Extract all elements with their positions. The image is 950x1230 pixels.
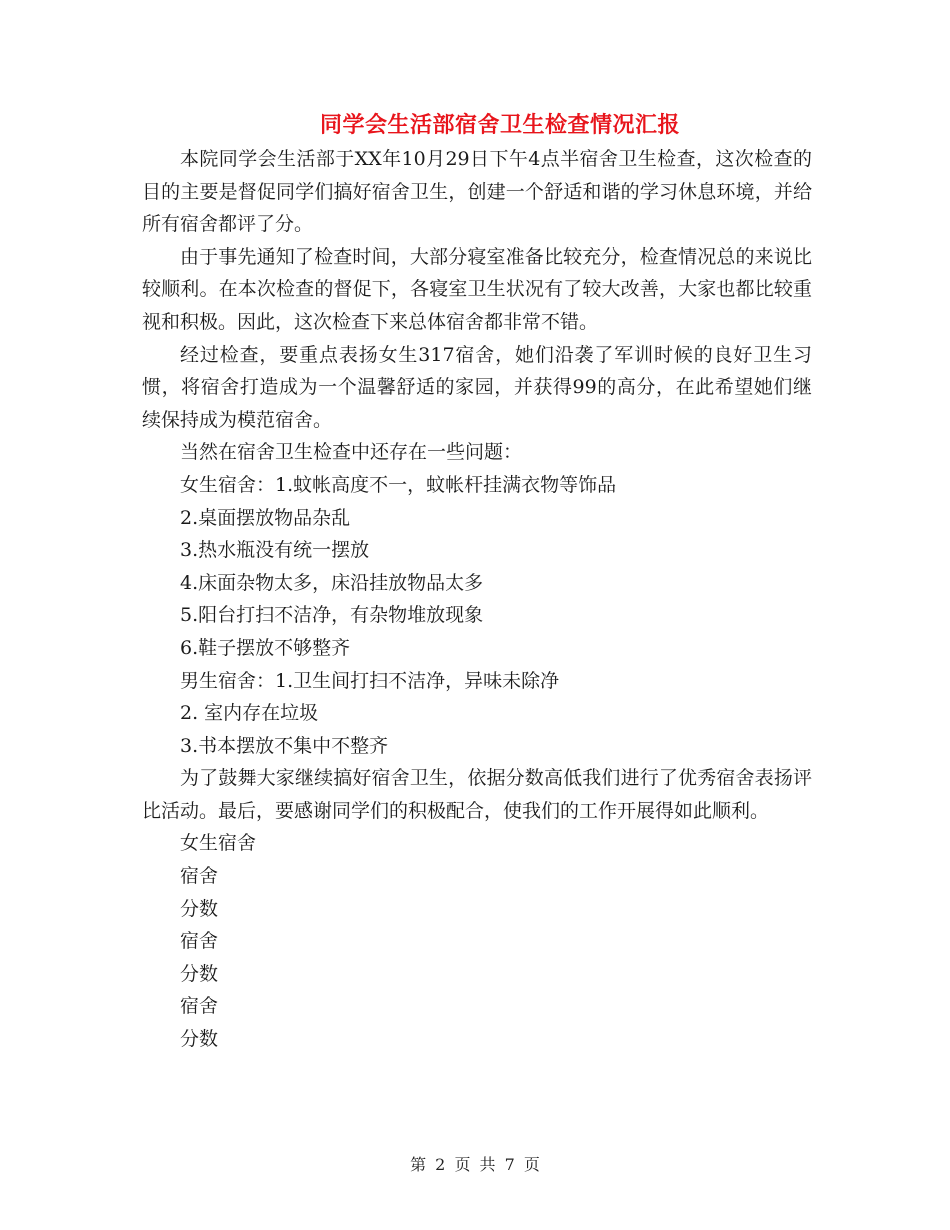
document-body bbox=[142, 143, 812, 1056]
table-line: 宿舍 bbox=[180, 865, 219, 888]
male-problem-item: 3.书本摆放不集中不整齐 bbox=[180, 734, 389, 757]
table-line: 宿舍 bbox=[180, 995, 219, 1018]
paragraph-closing: 为了鼓舞大家继续搞好宿舍卫生，依据分数高低我们进行了优秀宿舍表扬评比活动。最后，要感谢同学们的积极配合，使我们的工作开展得如此顺利。 bbox=[142, 767, 812, 822]
female-problem-item: 4.床面杂物太多，床沿挂放物品太多 bbox=[180, 571, 484, 594]
female-problem-item: 2.桌面摆放物品杂乱 bbox=[180, 506, 351, 529]
table-line: 分数 bbox=[180, 897, 219, 920]
male-problem-item: 男生宿舍：1.卫生间打扫不洁净，异味未除净 bbox=[180, 669, 560, 692]
female-problem-item: 女生宿舍：1.蚊帐高度不一，蚊帐杆挂满衣物等饰品 bbox=[180, 473, 617, 496]
paragraph-process: 由于事先通知了检查时间，大部分寝室准备比较充分，检查情况总的来说比较顺利。在本次检查的督促下，各寝室卫生状况有了较大改善，大家也都比较重视和积极。因此，这次检查下来总体宿舍都非常不错。 bbox=[142, 245, 812, 333]
table-line: 分数 bbox=[180, 1028, 219, 1051]
problems-intro: 当然在宿舍卫生检查中还存在一些问题： bbox=[180, 441, 523, 464]
paragraph-praise: 经过检查，要重点表扬女生317宿舍，她们沿袭了军训时候的良好卫生习惯，将宿舍打造成为一个温馨舒适的家园，并获得99的高分，在此希望她们继续保持成为模范宿舍。 bbox=[142, 343, 812, 431]
paragraph-intro: 本院同学会生活部于XX年10月29日下午4点半宿舍卫生检查，这次检查的目的主要是督促同学们搞好宿舍卫生，创建一个舒适和谐的学习休息环境，并给所有宿舍都评了分。 bbox=[142, 148, 812, 236]
male-problem-item: 2. 室内存在垃圾 bbox=[180, 702, 319, 725]
table-line: 女生宿舍 bbox=[180, 832, 257, 855]
table-line: 分数 bbox=[180, 962, 219, 985]
female-problem-item: 5.阳台打扫不洁净，有杂物堆放现象 bbox=[180, 604, 484, 627]
table-line: 宿舍 bbox=[180, 930, 219, 953]
female-problem-item: 3.热水瓶没有统一摆放 bbox=[180, 539, 370, 562]
document-title: 同学会生活部宿舍卫生检查情况汇报 bbox=[319, 112, 680, 138]
page-number-footer: 第 2 页 共 7 页 bbox=[410, 1155, 540, 1174]
female-problem-item: 6.鞋子摆放不够整齐 bbox=[180, 636, 351, 659]
